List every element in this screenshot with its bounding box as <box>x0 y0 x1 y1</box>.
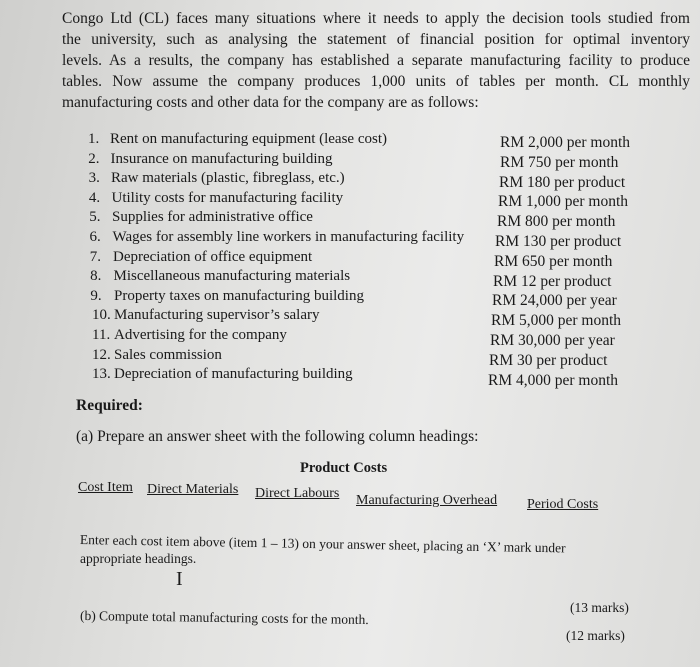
item-number: 3. <box>88 170 100 187</box>
item-number: 9. <box>90 287 102 304</box>
required-heading: Required: <box>76 397 143 414</box>
item-value: RM 12 per product <box>493 272 612 290</box>
item-number: 13. <box>92 366 111 383</box>
intro-line: the university, such as analysing the statement of financial position for optimal inventory <box>62 31 690 48</box>
item-value: RM 30 per product <box>489 351 608 369</box>
item-value: RM 4,000 per month <box>488 371 619 389</box>
item-label: Miscellaneous manufacturing materials <box>113 268 351 285</box>
heading-cost-item: Cost Item <box>78 480 133 495</box>
item-value: RM 2,000 per month <box>500 134 631 151</box>
item-label: Depreciation of manufacturing building <box>114 366 353 383</box>
item-number: 6. <box>89 229 101 245</box>
intro-line: manufacturing costs and other data for the company are as follows: <box>62 94 479 111</box>
part-a-marks: (13 marks) <box>570 600 629 615</box>
item-label: Rent on manufacturing equipment (lease cost) <box>110 131 387 147</box>
item-value: RM 650 per month <box>494 252 613 270</box>
heading-period-costs: Period Costs <box>527 497 599 512</box>
item-value: RM 800 per month <box>497 213 616 231</box>
item-number: 11. <box>92 327 111 343</box>
item-label: Property taxes on manufacturing building <box>114 287 364 304</box>
item-number: 5. <box>89 209 101 226</box>
item-value: RM 750 per month <box>500 153 619 171</box>
item-number: 1. <box>88 131 100 147</box>
item-number: 2. <box>88 150 100 167</box>
item-number: 10. <box>92 307 111 324</box>
item-number: 7. <box>89 248 102 265</box>
item-label: Manufacturing supervisor’s salary <box>114 307 320 324</box>
instruction-line: appropriate headings. <box>80 551 197 566</box>
item-value: RM 1,000 per month <box>498 193 629 211</box>
intro-line: tables. Now assume the company produces 1,000 units of tables per month. CL monthly <box>62 73 690 90</box>
item-number: 12. <box>92 346 111 363</box>
product-costs-heading: Product Costs <box>300 460 388 476</box>
item-label: Utility costs for manufacturing facility <box>111 189 344 206</box>
part-b-marks: (12 marks) <box>566 628 625 643</box>
heading-manufacturing-overhead: Manufacturing Overhead <box>356 493 498 508</box>
item-value: RM 24,000 per year <box>492 292 617 310</box>
item-label: Raw materials (plastic, fibreglass, etc.) <box>111 170 345 187</box>
item-value: RM 130 per product <box>495 233 622 250</box>
intro-line: Congo Ltd (CL) faces many situations where it needs to apply the decision tools studied from <box>62 10 690 27</box>
item-number: 8. <box>90 268 102 285</box>
intro-line: levels. As a results, the company has established a separate manufacturing facility to produce <box>62 52 690 69</box>
instruction-line: Enter each cost item above (item 1 – 13) on your answer sheet, placing an ‘X’ mark under <box>79 532 566 556</box>
item-label: Advertising for the company <box>114 327 287 343</box>
item-number: 4. <box>88 189 101 206</box>
item-label: Supplies for administrative office <box>112 209 313 226</box>
item-value: RM 5,000 per month <box>491 312 622 330</box>
text-cursor-icon: I <box>176 568 183 590</box>
item-label: Depreciation of office equipment <box>113 248 313 265</box>
part-b-text: (b) Compute total manufacturing costs for the month. <box>79 608 369 628</box>
item-label: Insurance on manufacturing building <box>110 150 333 167</box>
item-value: RM 180 per product <box>499 173 626 191</box>
item-label: Wages for assembly line workers in manufacturing facility <box>112 229 465 245</box>
heading-direct-labours: Direct Labours <box>255 486 340 501</box>
item-label: Sales commission <box>114 346 222 363</box>
item-value: RM 30,000 per year <box>490 332 615 349</box>
heading-direct-materials: Direct Materials <box>147 482 239 497</box>
part-a-text: (a) Prepare an answer sheet with the following column headings: <box>76 428 479 445</box>
